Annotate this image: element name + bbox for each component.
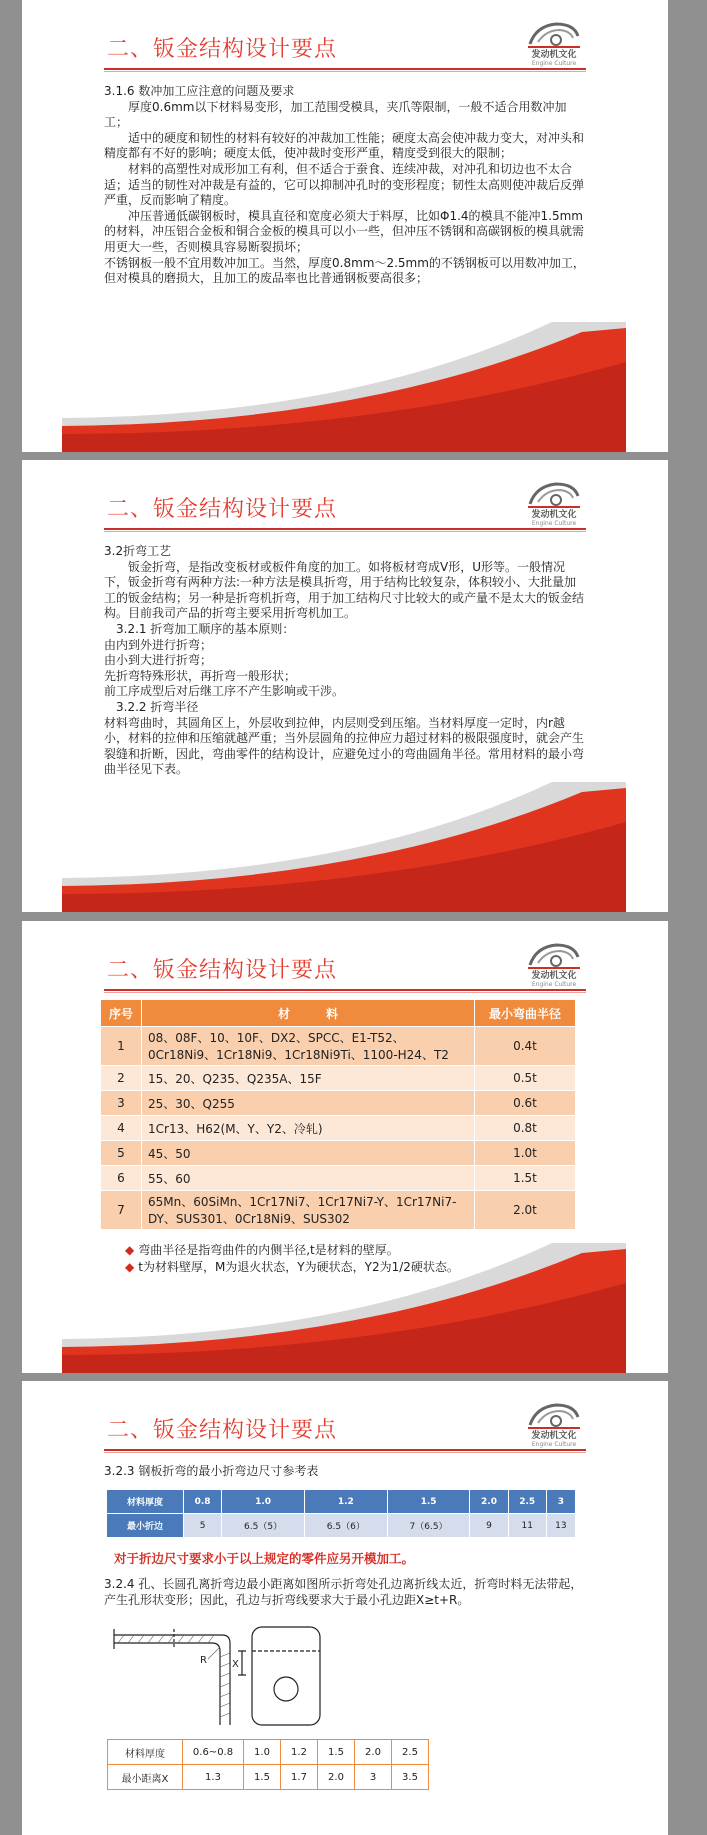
- title-divider-thin: [104, 531, 586, 532]
- distance-label: X: [232, 1659, 239, 1670]
- row-no: 2: [101, 1066, 142, 1091]
- cell: 1.2: [281, 1740, 318, 1765]
- cell: 1.0: [244, 1740, 281, 1765]
- row-radius: 1.5t: [475, 1166, 576, 1191]
- note-text: t为材料壁厚，M为退火状态，Y为硬状态，Y2为1/2硬状态。: [138, 1260, 459, 1274]
- row-no: 7: [101, 1191, 142, 1230]
- cell: 9: [470, 1514, 508, 1538]
- table-row: [107, 1514, 576, 1538]
- engine-logo-icon: [526, 20, 582, 50]
- cell: 11: [508, 1514, 546, 1538]
- row-material: 08、08F、10、10F、DX2、SPCC、E1-T52、0Cr18Ni9、1Cr18Ni9、1Cr18Ni9Ti、1100-H24、T2: [142, 1027, 475, 1066]
- row-label: 材料厚度: [107, 1490, 184, 1514]
- paragraph: 3.2.1 折弯加工顺序的基本原则：: [116, 621, 295, 636]
- paragraph: 不锈钢板一般不宜用数冲加工。当然，厚度0.8mm～2.5mm的不锈钢板可以用数冲加工，但对模具的磨损大，且加工的废品率也比普通钢板要高很多；: [104, 255, 585, 286]
- row-material: 65Mn、60SiMn、1Cr17Ni7、1Cr17Ni7-Y、1Cr17Ni7-DY、SUS301、0Cr18Ni9、SUS302: [142, 1191, 475, 1230]
- cell: 1.2: [304, 1490, 387, 1514]
- row-label: 最小距离X: [108, 1765, 183, 1790]
- cell: 2.0: [470, 1490, 508, 1514]
- note-text: 弯曲半径是指弯曲件的内侧半径,t是材料的壁厚。: [138, 1243, 399, 1257]
- slide-4: [22, 1381, 668, 1835]
- cell: 2.0: [355, 1740, 392, 1765]
- slide-1-body: [104, 84, 588, 287]
- logo-cn: 发动机文化: [531, 510, 577, 520]
- decorative-wave: [22, 782, 668, 912]
- bend-radius-table: [100, 999, 576, 1230]
- cell: 1.7: [281, 1765, 318, 1790]
- table-row: [101, 1141, 576, 1166]
- cell: 1.0: [222, 1490, 305, 1514]
- section-paragraph: 3.2.4 孔、长圆孔离折弯边最小距离如图所示折弯处孔边离折线太近，折弯时料无法带起，产生孔形状变形；因此，孔边与折弯线要求大于最小孔边距X≥t+R。: [104, 1577, 583, 1607]
- radius-label: R: [200, 1655, 207, 1666]
- col-header-material: 材 料: [142, 1000, 475, 1027]
- warning-note: 对于折边尺寸要求小于以上规定的零件应另开模加工。: [114, 1551, 415, 1566]
- slide-title: 二、钣金结构设计要点: [107, 37, 338, 62]
- row-label: 最小折边: [107, 1514, 184, 1538]
- paragraph: 由内到外进行折弯；: [104, 637, 213, 652]
- title-divider: [104, 989, 586, 991]
- engine-logo-icon: [526, 941, 582, 971]
- paragraph: 3.2折弯工艺: [104, 544, 172, 558]
- cell: 2.0: [318, 1765, 355, 1790]
- table-row: [108, 1765, 429, 1790]
- cell: 13: [546, 1514, 575, 1538]
- cell: 3: [546, 1490, 575, 1514]
- paragraph: 前工序成型后对后继工序不产生影响或干涉。: [104, 684, 345, 699]
- cell: 1.3: [183, 1765, 244, 1790]
- paragraph: 厚度0.6mm以下材料易变形，加工范围受模具，夹爪等限制，一般不适合用数冲加工；: [104, 99, 567, 130]
- engine-logo-icon: [526, 480, 582, 510]
- diamond-bullet-icon: ◆: [125, 1243, 135, 1257]
- slide-3: [22, 921, 668, 1373]
- min-flange-table: [106, 1489, 576, 1538]
- row-radius: 1.0t: [475, 1141, 576, 1166]
- hole-distance-diagram: [104, 1613, 404, 1733]
- decorative-wave: [22, 1243, 668, 1373]
- paragraph: 先折弯特殊形状，再折弯一般形状；: [104, 668, 297, 683]
- col-header-radius: 最小弯曲半径: [475, 1000, 576, 1027]
- cell: 2.5: [508, 1490, 546, 1514]
- title-divider: [104, 68, 586, 70]
- table-row: [101, 1091, 576, 1116]
- table-row: [101, 1191, 576, 1230]
- paragraph: 钣金折弯，是指改变板材或板件角度的加工。如将板材弯成V形，U形等。一般情况下，钣金折弯有两种方法:一种方法是模具折弯，用于结构比较复杂，体积较小、大批量加工的钣金结构；另一种是折弯机折弯，用于加工结构尺寸比较大的或产量不是太大的钣金结构。目前我司产品的折弯主要采用折弯机加工。: [104, 559, 585, 621]
- title-divider-thin: [104, 1452, 586, 1453]
- row-material: 55、60: [142, 1166, 475, 1191]
- slide-title: 二、钣金结构设计要点: [107, 1418, 338, 1443]
- brand-logo: [518, 480, 590, 526]
- paragraph: 3.1.6 数冲加工应注意的问题及要求: [104, 84, 295, 98]
- paragraph: 由小到大进行折弯；: [104, 653, 213, 668]
- cell: 1.5: [318, 1740, 355, 1765]
- row-radius: 0.6t: [475, 1091, 576, 1116]
- row-material: 45、50: [142, 1141, 475, 1166]
- cell: 7（6.5）: [387, 1514, 470, 1538]
- brand-logo: [518, 1401, 590, 1447]
- row-no: 1: [101, 1027, 142, 1066]
- row-radius: 0.4t: [475, 1027, 576, 1066]
- title-divider-thin: [104, 71, 586, 72]
- cell: 2.5: [392, 1740, 429, 1765]
- paragraph: 材料的高塑性对成形加工有利，但不适合于蚕食、连续冲裁，对冲孔和切边也不太合适；适当的韧性对冲裁是有益的，它可以抑制冲孔时的变形程度；韧性太高则使冲裁后反弹严重，反而影响了精度。: [104, 161, 585, 208]
- title-divider-thin: [104, 992, 586, 993]
- slide-2: [22, 460, 668, 912]
- cell: 6.5（5）: [222, 1514, 305, 1538]
- slide-title: 二、钣金结构设计要点: [107, 497, 338, 522]
- paragraph: 适中的硬度和韧性的材料有较好的冲裁加工性能；硬度太高会使冲裁力变大，对冲头和精度都有不好的影响；硬度太低，使冲裁时变形严重，精度受到很大的限制；: [104, 130, 585, 161]
- title-divider: [104, 1449, 586, 1451]
- slide-title: 二、钣金结构设计要点: [107, 958, 338, 983]
- logo-en: Engine Culture: [531, 1441, 577, 1448]
- cell: 0.8: [184, 1490, 222, 1514]
- table-row: [108, 1740, 429, 1765]
- cell: 1.5: [387, 1490, 470, 1514]
- brand-logo: [518, 941, 590, 987]
- row-material: 1Cr13、H62(M、Y、Y2、冷轧): [142, 1116, 475, 1141]
- row-radius: 2.0t: [475, 1191, 576, 1230]
- table-row: [101, 1027, 576, 1066]
- table-row: [107, 1490, 576, 1514]
- table-row: [101, 1166, 576, 1191]
- logo-cn: 发动机文化: [531, 971, 577, 981]
- col-header-no: 序号: [101, 1000, 142, 1027]
- row-no: 4: [101, 1116, 142, 1141]
- table-row: [101, 1116, 576, 1141]
- min-hole-distance-table: [107, 1739, 429, 1790]
- cell: 3.5: [392, 1765, 429, 1790]
- section-heading: 3.2.3 钢板折弯的最小折弯边尺寸参考表: [104, 1464, 319, 1478]
- engine-logo-icon: [526, 1401, 582, 1431]
- logo-cn: 发动机文化: [531, 1431, 577, 1441]
- paragraph: 冲压普通低碳钢板时，模具直径和宽度必须大于料厚，比如Φ1.4的模具不能冲1.5mm的材料，冲压铝合金板和铜合金板的模具可以小一些，但冲压不锈钢和高碳钢板的模具就需用更大一些，否则模具容易断裂损坏；: [104, 208, 585, 254]
- logo-en: Engine Culture: [531, 520, 577, 527]
- diamond-bullet-icon: ◆: [125, 1260, 135, 1274]
- row-no: 5: [101, 1141, 142, 1166]
- logo-en: Engine Culture: [531, 981, 577, 988]
- decorative-wave: [22, 322, 668, 452]
- paragraph: 材料弯曲时，其圆角区上，外层收到拉伸，内层则受到压缩。当材料厚度一定时，内r越小，材料的拉伸和压缩就越严重；当外层圆角的拉伸应力超过材料的极限强度时，就会产生裂缝和折断，因此，弯曲零件的结构设计，应避免过小的弯曲圆角半径。常用材料的最小弯曲半径见下表。: [104, 715, 585, 777]
- cell: 1.5: [244, 1765, 281, 1790]
- logo-en: Engine Culture: [531, 60, 577, 67]
- row-no: 3: [101, 1091, 142, 1116]
- paragraph: 3.2.2 折弯半径: [116, 699, 199, 714]
- row-material: 15、20、Q235、Q235A、15F: [142, 1066, 475, 1091]
- row-label: 材料厚度: [108, 1740, 183, 1765]
- cell: 6.5（6）: [304, 1514, 387, 1538]
- logo-cn: 发动机文化: [531, 50, 577, 60]
- slide-2-body: [104, 544, 588, 778]
- row-radius: 0.8t: [475, 1116, 576, 1141]
- cell: 5: [184, 1514, 222, 1538]
- row-no: 6: [101, 1166, 142, 1191]
- row-material: 25、30、Q255: [142, 1091, 475, 1116]
- row-radius: 0.5t: [475, 1066, 576, 1091]
- table-row: [101, 1066, 576, 1091]
- cell: 3: [355, 1765, 392, 1790]
- title-divider: [104, 528, 586, 530]
- brand-logo: [518, 20, 590, 66]
- slide-1: [22, 0, 668, 452]
- cell: 0.6~0.8: [183, 1740, 244, 1765]
